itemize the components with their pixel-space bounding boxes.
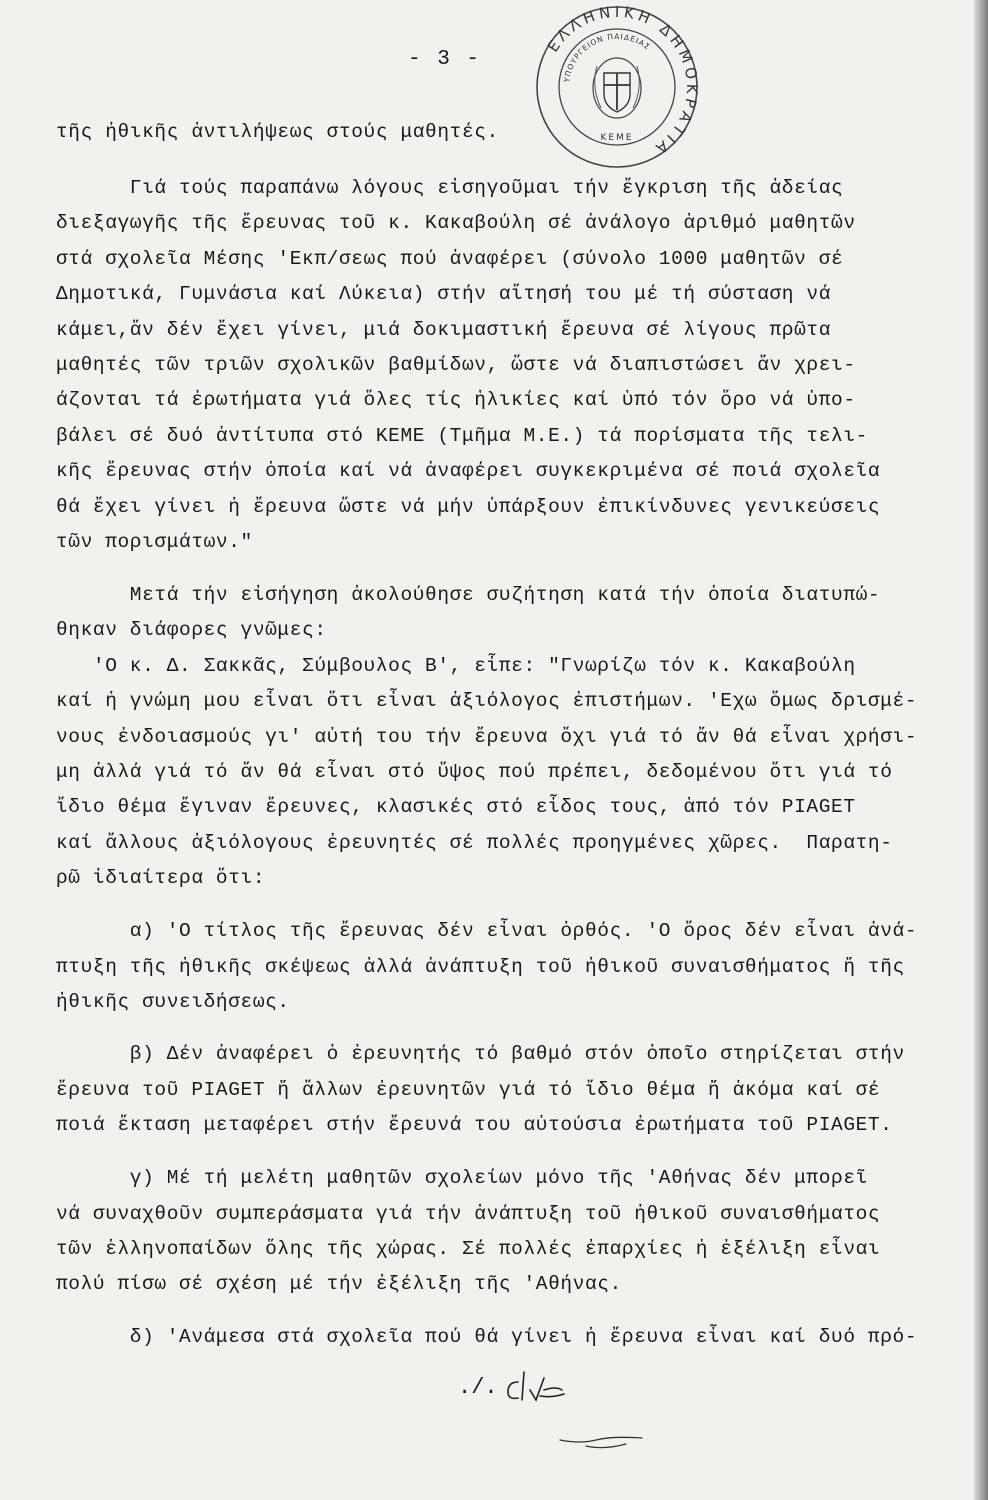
text-line: τῶν ἑλληνοπαίδων ὅλης τῆς χώρας. Σέ πολλές ἐπαρχίες ἡ ἐξέλιξη εἶναι: [56, 1238, 881, 1260]
handwritten-initials-signature: [500, 1368, 570, 1408]
stamp-inner-text: ΥΠΟΥΡΓΕΙΟΝ ΠΑΙΔΕΙΑΣ: [562, 31, 653, 83]
text-line: μαθητές τῶν τριῶν σχολικῶν βαθμίδων, ὥστε νά διαπιστώσει ἄν χρει-: [56, 354, 856, 376]
page-edge-shadow: [974, 0, 988, 1500]
text-line: ἴδιο θέμα ἔγιναν ἔρευνες, κλασικές στό εἶδος τους, ἀπό τόν PIAGET: [56, 796, 856, 818]
text-line: τῶν πορισμάτων.": [56, 531, 253, 553]
text-line: κῆς ἔρευνας στήν ὁποία καί νά ἀναφέρει συγκεκριμένα σέ ποιά σχολεῖα: [56, 460, 881, 482]
continuation-mark: ./.: [458, 1375, 498, 1400]
text-line: στά σχολεῖα Μέσης 'Εκπ/σεως πού ἀναφέρει (σύνολο 1000 μαθητῶν σέ: [56, 248, 844, 270]
coat-of-arms-icon: [593, 58, 641, 118]
text-line: ρῶ ἰδιαίτερα ὅτι:: [56, 867, 266, 889]
text-line: ποιά ἔκταση μεταφέρει στήν ἔρευνά του αὐτούσια ἐρωτήματα τοῦ PIAGET.: [56, 1114, 893, 1136]
text-line: α) 'Ο τίτλος τῆς ἔρευνας δέν εἶναι ὀρθός. 'Ο ὅρος δέν εἶναι ἀνά-: [56, 920, 918, 942]
text-line: δ) 'Ανάμεσα στά σχολεῖα πού θά γίνει ἡ ἔρευνα εἶναι καί δυό πρό-: [56, 1326, 918, 1348]
page-number: - 3 -: [408, 48, 482, 71]
text-line: γ) Μέ τή μελέτη μαθητῶν σχολείων μόνο τῆς 'Αθήνας δέν μπορεῖ: [56, 1167, 868, 1189]
text-line: θηκαν διάφορες γνῶμες:: [56, 619, 327, 641]
text-line: νους ἐνδοιασμούς γι' αὐτή του τήν ἔρευνα ὄχι γιά τό ἄν θά εἶναι χρήσι-: [56, 726, 918, 748]
text-line: άζονται τά ἐρωτήματα γιά ὅλες τίς ἡλικίες καί ὑπό τόν ὅρο νά ὑπο-: [56, 389, 856, 411]
text-line: νά συναχθοῦν συμπεράσματα γιά τήν ἀνάπτυξη τοῦ ἠθικοῦ συναισθήματος: [56, 1203, 881, 1225]
text-line: διεξαγωγῆς τῆς ἔρευνας τοῦ κ. Κακαβούλη σέ ἀνάλογο ἀριθμό μαθητῶν: [56, 212, 856, 234]
stamp-bottom-text: ΚΕΜΕ: [600, 133, 634, 143]
text-line: πολύ πίσω σέ σχέση μέ τήν ἐξέλιξη τῆς 'Αθήνας.: [56, 1273, 622, 1295]
text-line: μη ἀλλά γιά τό ἄν θά εἶναι στό ὕψος πού πρέπει, δεδομένου ὅτι γιά τό: [56, 761, 893, 783]
official-seal-stamp: [532, 2, 702, 172]
text-line: θά ἔχει γίνει ἡ ἔρευνα ὥστε νά μήν ὑπάρξουν ἐπικίνδυνες γενικεύσεις: [56, 496, 881, 518]
text-line: β) Δέν ἀναφέρει ὁ ἐρευνητής τό βαθμό στόν ὁποῖο στηρίζεται στήν: [56, 1043, 905, 1065]
text-line: 'Ο κ. Δ. Σακκᾶς, Σύμβουλος Β', εἶπε: "Γνωρίζω τόν κ. Κακαβούλη: [56, 655, 856, 677]
text-line: κάμει,ἄν δέν ἔχει γίνει, μιά δοκιμαστική ἔρευνα σέ λίγους πρῶτα: [56, 319, 832, 341]
text-line: Γιά τούς παραπάνω λόγους εἰσηγοῦμαι τήν ἔγκριση τῆς ἀδείας: [56, 177, 844, 199]
handwritten-flourish: [556, 1428, 646, 1452]
text-line: Δημοτικά, Γυμνάσια καί Λύκεια) στήν αἴτησή του μέ τή σύσταση νά: [56, 283, 832, 305]
text-line: βάλει σέ δυό ἀντίτυπα στό ΚΕΜΕ (Τμῆμα Μ.Ε.) τά πορίσματα τῆς τελι-: [56, 425, 868, 447]
text-line: πτυξη τῆς ἠθικῆς σκέψεως ἀλλά ἀνάπτυξη τοῦ ἠθικοῦ συναισθήματος ἤ τῆς: [56, 956, 905, 978]
text-line: ἔρευνα τοῦ PIAGET ἤ ἄλλων ἐρευνητῶν γιά τό ἴδιο θέμα ἤ ἀκόμα καί σέ: [56, 1079, 881, 1101]
text-line: καί ἡ γνώμη μου εἶναι ὅτι εἶναι ἀξιόλογος ἐπιστήμων. 'Εχω ὅμως δρισμέ-: [56, 690, 918, 712]
text-line: τῆς ἠθικῆς ἀντιλήψεως στούς μαθητές.: [56, 121, 499, 143]
text-line: Μετά τήν εἰσήγηση ἀκολούθησε συζήτηση κατά τήν ὁποία διατυπώ-: [56, 584, 881, 606]
text-line: καί ἄλλους ἀξιόλογους ἐρευνητές σέ πολλές προηγμένες χῶρες. Παρατη-: [56, 832, 893, 854]
stamp-outer-text: ΕΛΛΗΝΙΚΗ ΔΗΜΟΚΡΑΤΙΑ: [543, 2, 702, 160]
text-line: ἠθικῆς συνειδήσεως.: [56, 991, 290, 1013]
